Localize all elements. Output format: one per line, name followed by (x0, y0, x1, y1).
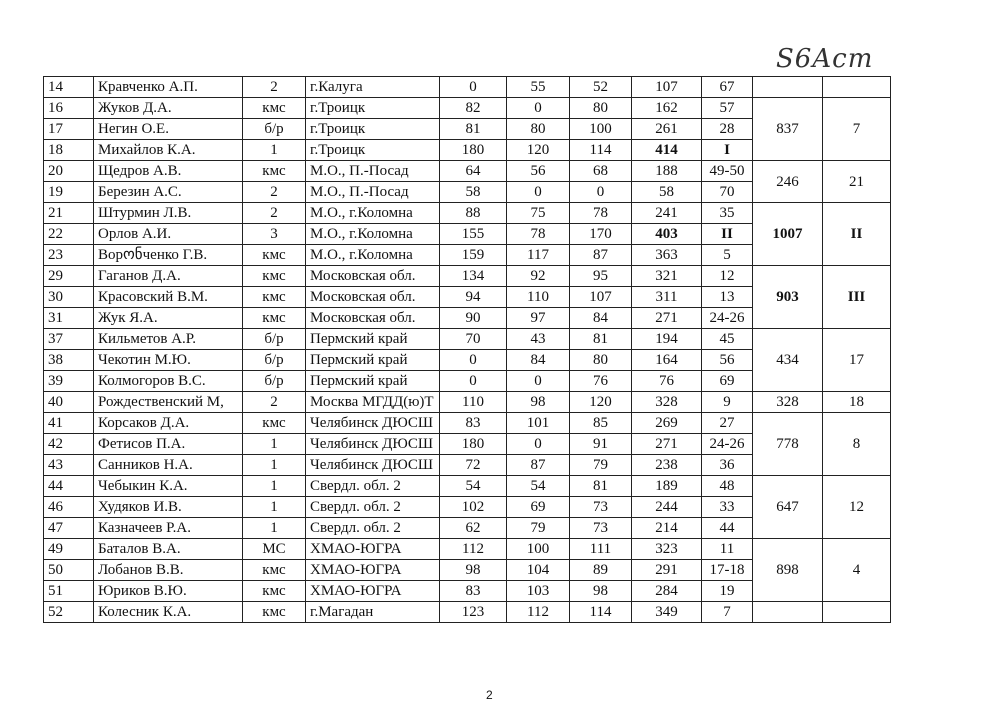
athlete-number: 17 (44, 119, 94, 140)
round-1-score: 180 (440, 140, 507, 161)
total-score: 271 (632, 308, 702, 329)
individual-place: 11 (702, 539, 753, 560)
athlete-club: Московская обл. (306, 308, 440, 329)
table-row (44, 77, 891, 98)
round-2-score: 80 (507, 119, 570, 140)
athlete-name: Михайлов К.А. (94, 140, 243, 161)
individual-place: I (702, 140, 753, 161)
table-row (44, 602, 891, 623)
athlete-club: г.Троицк (306, 140, 440, 161)
athlete-club: Свердл. обл. 2 (306, 476, 440, 497)
athlete-club: ХМАО-ЮГРА (306, 581, 440, 602)
athlete-name: Негин О.Е. (94, 119, 243, 140)
team-place: 18 (823, 392, 891, 413)
athlete-name: Орлов А.И. (94, 224, 243, 245)
total-score: 194 (632, 329, 702, 350)
round-3-score: 85 (570, 413, 632, 434)
athlete-number: 20 (44, 161, 94, 182)
athlete-rank: МС (243, 539, 306, 560)
table-row (44, 539, 891, 560)
athlete-club: ХМАО-ЮГРА (306, 539, 440, 560)
round-3-score: 111 (570, 539, 632, 560)
athlete-club: М.О., г.Коломна (306, 224, 440, 245)
total-score: 241 (632, 203, 702, 224)
athlete-club: Челябинск ДЮСШ (306, 413, 440, 434)
team-place: 17 (823, 329, 891, 392)
athlete-number: 23 (44, 245, 94, 266)
empty-team-cell (823, 77, 891, 98)
athlete-rank: кмс (243, 560, 306, 581)
team-total: 328 (753, 392, 823, 413)
round-2-score: 79 (507, 518, 570, 539)
round-1-score: 112 (440, 539, 507, 560)
total-score: 238 (632, 455, 702, 476)
athlete-name: Худяков И.В. (94, 497, 243, 518)
athlete-number: 42 (44, 434, 94, 455)
round-3-score: 84 (570, 308, 632, 329)
athlete-name: Кравченко А.П. (94, 77, 243, 98)
round-3-score: 120 (570, 392, 632, 413)
round-1-score: 83 (440, 413, 507, 434)
round-2-score: 78 (507, 224, 570, 245)
total-score: 271 (632, 434, 702, 455)
total-score: 321 (632, 266, 702, 287)
athlete-name: Ворონченко Г.В. (94, 245, 243, 266)
round-1-score: 0 (440, 371, 507, 392)
round-3-score: 80 (570, 350, 632, 371)
total-score: 261 (632, 119, 702, 140)
individual-place: 24-26 (702, 434, 753, 455)
handwritten-tag: S6Acт (776, 44, 874, 74)
round-3-score: 107 (570, 287, 632, 308)
athlete-number: 46 (44, 497, 94, 518)
individual-place: 27 (702, 413, 753, 434)
athlete-number: 22 (44, 224, 94, 245)
athlete-number: 16 (44, 98, 94, 119)
round-1-score: 64 (440, 161, 507, 182)
round-3-score: 89 (570, 560, 632, 581)
athlete-club: Пермский край (306, 350, 440, 371)
empty-team-cell (753, 602, 823, 623)
team-total: 903 (753, 266, 823, 329)
athlete-club: Свердл. обл. 2 (306, 518, 440, 539)
total-score: 58 (632, 182, 702, 203)
round-2-score: 87 (507, 455, 570, 476)
round-2-score: 54 (507, 476, 570, 497)
round-2-score: 104 (507, 560, 570, 581)
team-total: 778 (753, 413, 823, 476)
athlete-rank: 2 (243, 203, 306, 224)
round-2-score: 55 (507, 77, 570, 98)
athlete-club: Свердл. обл. 2 (306, 497, 440, 518)
athlete-club: М.О., П.-Посад (306, 182, 440, 203)
individual-place: 35 (702, 203, 753, 224)
individual-place: 24-26 (702, 308, 753, 329)
round-2-score: 0 (507, 98, 570, 119)
individual-place: 19 (702, 581, 753, 602)
athlete-number: 39 (44, 371, 94, 392)
athlete-name: Юриков В.Ю. (94, 581, 243, 602)
round-2-score: 0 (507, 371, 570, 392)
individual-place: 17-18 (702, 560, 753, 581)
individual-place: 56 (702, 350, 753, 371)
individual-place: 9 (702, 392, 753, 413)
total-score: 414 (632, 140, 702, 161)
round-3-score: 78 (570, 203, 632, 224)
individual-place: 69 (702, 371, 753, 392)
athlete-name: Корсаков Д.А. (94, 413, 243, 434)
round-3-score: 87 (570, 245, 632, 266)
round-3-score: 100 (570, 119, 632, 140)
total-score: 269 (632, 413, 702, 434)
athlete-club: М.О., П.-Посад (306, 161, 440, 182)
athlete-number: 29 (44, 266, 94, 287)
individual-place: 44 (702, 518, 753, 539)
total-score: 76 (632, 371, 702, 392)
round-1-score: 159 (440, 245, 507, 266)
round-2-score: 103 (507, 581, 570, 602)
round-3-score: 91 (570, 434, 632, 455)
team-place: III (823, 266, 891, 329)
round-2-score: 100 (507, 539, 570, 560)
athlete-rank: 2 (243, 182, 306, 203)
empty-team-cell (753, 77, 823, 98)
athlete-rank: 1 (243, 476, 306, 497)
team-place: 7 (823, 98, 891, 161)
round-1-score: 54 (440, 476, 507, 497)
athlete-number: 47 (44, 518, 94, 539)
round-2-score: 43 (507, 329, 570, 350)
athlete-number: 37 (44, 329, 94, 350)
round-1-score: 155 (440, 224, 507, 245)
round-3-score: 52 (570, 77, 632, 98)
total-score: 284 (632, 581, 702, 602)
round-2-score: 69 (507, 497, 570, 518)
individual-place: II (702, 224, 753, 245)
round-2-score: 110 (507, 287, 570, 308)
athlete-club: г.Троицк (306, 119, 440, 140)
athlete-rank: кмс (243, 308, 306, 329)
table-row (44, 266, 891, 287)
athlete-name: Рождественский М, (94, 392, 243, 413)
athlete-number: 14 (44, 77, 94, 98)
round-1-score: 102 (440, 497, 507, 518)
athlete-rank: 2 (243, 392, 306, 413)
round-3-score: 98 (570, 581, 632, 602)
team-place: II (823, 203, 891, 266)
round-2-score: 0 (507, 434, 570, 455)
total-score: 189 (632, 476, 702, 497)
athlete-name: Колесник К.А. (94, 602, 243, 623)
empty-team-cell (823, 602, 891, 623)
round-2-score: 101 (507, 413, 570, 434)
athlete-number: 52 (44, 602, 94, 623)
round-3-score: 0 (570, 182, 632, 203)
table-row (44, 98, 891, 119)
team-total: 246 (753, 161, 823, 203)
table-row (44, 476, 891, 497)
athlete-club: Пермский край (306, 329, 440, 350)
round-1-score: 82 (440, 98, 507, 119)
individual-place: 49-50 (702, 161, 753, 182)
athlete-number: 41 (44, 413, 94, 434)
individual-place: 67 (702, 77, 753, 98)
athlete-name: Колмогоров В.С. (94, 371, 243, 392)
round-3-score: 114 (570, 602, 632, 623)
round-3-score: 76 (570, 371, 632, 392)
athlete-club: г.Калуга (306, 77, 440, 98)
total-score: 244 (632, 497, 702, 518)
round-3-score: 68 (570, 161, 632, 182)
athlete-rank: б/р (243, 350, 306, 371)
athlete-number: 30 (44, 287, 94, 308)
athlete-number: 18 (44, 140, 94, 161)
athlete-rank: кмс (243, 98, 306, 119)
athlete-club: Московская обл. (306, 266, 440, 287)
round-2-score: 112 (507, 602, 570, 623)
athlete-number: 19 (44, 182, 94, 203)
athlete-rank: 2 (243, 77, 306, 98)
table-row (44, 392, 891, 413)
athlete-rank: б/р (243, 119, 306, 140)
team-total: 837 (753, 98, 823, 161)
athlete-name: Березин А.С. (94, 182, 243, 203)
round-3-score: 81 (570, 476, 632, 497)
individual-place: 33 (702, 497, 753, 518)
team-place: 4 (823, 539, 891, 602)
individual-place: 7 (702, 602, 753, 623)
athlete-name: Казначеев Р.А. (94, 518, 243, 539)
team-place: 21 (823, 161, 891, 203)
athlete-club: г.Троицк (306, 98, 440, 119)
round-1-score: 0 (440, 77, 507, 98)
individual-place: 57 (702, 98, 753, 119)
table-row (44, 203, 891, 224)
round-3-score: 114 (570, 140, 632, 161)
total-score: 164 (632, 350, 702, 371)
individual-place: 45 (702, 329, 753, 350)
round-3-score: 73 (570, 518, 632, 539)
total-score: 162 (632, 98, 702, 119)
round-1-score: 94 (440, 287, 507, 308)
round-2-score: 92 (507, 266, 570, 287)
athlete-name: Фетисов П.А. (94, 434, 243, 455)
athlete-number: 21 (44, 203, 94, 224)
total-score: 328 (632, 392, 702, 413)
round-3-score: 79 (570, 455, 632, 476)
team-total: 434 (753, 329, 823, 392)
individual-place: 28 (702, 119, 753, 140)
individual-place: 5 (702, 245, 753, 266)
total-score: 107 (632, 77, 702, 98)
athlete-number: 31 (44, 308, 94, 329)
athlete-rank: 1 (243, 140, 306, 161)
athlete-rank: 1 (243, 434, 306, 455)
athlete-name: Лобанов В.В. (94, 560, 243, 581)
athlete-name: Штурмин Л.В. (94, 203, 243, 224)
total-score: 403 (632, 224, 702, 245)
round-3-score: 80 (570, 98, 632, 119)
round-1-score: 123 (440, 602, 507, 623)
round-3-score: 81 (570, 329, 632, 350)
athlete-rank: 1 (243, 497, 306, 518)
athlete-rank: 3 (243, 224, 306, 245)
table-row (44, 161, 891, 182)
round-2-score: 120 (507, 140, 570, 161)
athlete-rank: кмс (243, 161, 306, 182)
total-score: 323 (632, 539, 702, 560)
total-score: 291 (632, 560, 702, 581)
athlete-number: 49 (44, 539, 94, 560)
athlete-club: Пермский край (306, 371, 440, 392)
athlete-number: 51 (44, 581, 94, 602)
athlete-club: М.О., г.Коломна (306, 245, 440, 266)
athlete-club: Москва МГДД(ю)Т (306, 392, 440, 413)
total-score: 214 (632, 518, 702, 539)
total-score: 349 (632, 602, 702, 623)
athlete-club: г.Магадан (306, 602, 440, 623)
round-1-score: 0 (440, 350, 507, 371)
round-1-score: 72 (440, 455, 507, 476)
athlete-club: ХМАО-ЮГРА (306, 560, 440, 581)
athlete-name: Санников Н.А. (94, 455, 243, 476)
athlete-rank: кмс (243, 266, 306, 287)
athlete-rank: 1 (243, 455, 306, 476)
athlete-name: Жуков Д.А. (94, 98, 243, 119)
round-1-score: 81 (440, 119, 507, 140)
athlete-name: Баталов В.А. (94, 539, 243, 560)
total-score: 311 (632, 287, 702, 308)
athlete-rank: кмс (243, 602, 306, 623)
athlete-name: Красовский В.М. (94, 287, 243, 308)
round-2-score: 0 (507, 182, 570, 203)
athlete-number: 43 (44, 455, 94, 476)
round-1-score: 62 (440, 518, 507, 539)
round-1-score: 83 (440, 581, 507, 602)
round-1-score: 70 (440, 329, 507, 350)
round-2-score: 97 (507, 308, 570, 329)
team-total: 647 (753, 476, 823, 539)
athlete-rank: 1 (243, 518, 306, 539)
athlete-name: Жук Я.А. (94, 308, 243, 329)
round-1-score: 90 (440, 308, 507, 329)
athlete-rank: кмс (243, 287, 306, 308)
round-3-score: 73 (570, 497, 632, 518)
athlete-club: М.О., г.Коломна (306, 203, 440, 224)
table-row (44, 329, 891, 350)
individual-place: 12 (702, 266, 753, 287)
athlete-rank: б/р (243, 329, 306, 350)
round-1-score: 180 (440, 434, 507, 455)
individual-place: 48 (702, 476, 753, 497)
round-1-score: 58 (440, 182, 507, 203)
athlete-club: Челябинск ДЮСШ (306, 455, 440, 476)
athlete-name: Кильметов А.Р. (94, 329, 243, 350)
round-2-score: 84 (507, 350, 570, 371)
athlete-club: Челябинск ДЮСШ (306, 434, 440, 455)
total-score: 188 (632, 161, 702, 182)
team-place: 12 (823, 476, 891, 539)
team-total: 1007 (753, 203, 823, 266)
round-2-score: 75 (507, 203, 570, 224)
athlete-number: 38 (44, 350, 94, 371)
round-3-score: 170 (570, 224, 632, 245)
athlete-name: Чекотин М.Ю. (94, 350, 243, 371)
athlete-rank: кмс (243, 413, 306, 434)
individual-place: 13 (702, 287, 753, 308)
round-1-score: 88 (440, 203, 507, 224)
results-table (43, 76, 891, 623)
athlete-number: 44 (44, 476, 94, 497)
athlete-number: 40 (44, 392, 94, 413)
athlete-rank: кмс (243, 245, 306, 266)
round-3-score: 95 (570, 266, 632, 287)
total-score: 363 (632, 245, 702, 266)
athlete-name: Щедров А.В. (94, 161, 243, 182)
athlete-rank: кмс (243, 581, 306, 602)
athlete-name: Чебыкин К.А. (94, 476, 243, 497)
round-1-score: 134 (440, 266, 507, 287)
athlete-rank: б/р (243, 371, 306, 392)
table-row (44, 413, 891, 434)
round-2-score: 98 (507, 392, 570, 413)
individual-place: 70 (702, 182, 753, 203)
round-2-score: 56 (507, 161, 570, 182)
round-2-score: 117 (507, 245, 570, 266)
team-place: 8 (823, 413, 891, 476)
page-number: 2 (486, 688, 493, 702)
athlete-number: 50 (44, 560, 94, 581)
athlete-name: Гаганов Д.А. (94, 266, 243, 287)
athlete-club: Московская обл. (306, 287, 440, 308)
team-total: 898 (753, 539, 823, 602)
round-1-score: 98 (440, 560, 507, 581)
round-1-score: 110 (440, 392, 507, 413)
individual-place: 36 (702, 455, 753, 476)
